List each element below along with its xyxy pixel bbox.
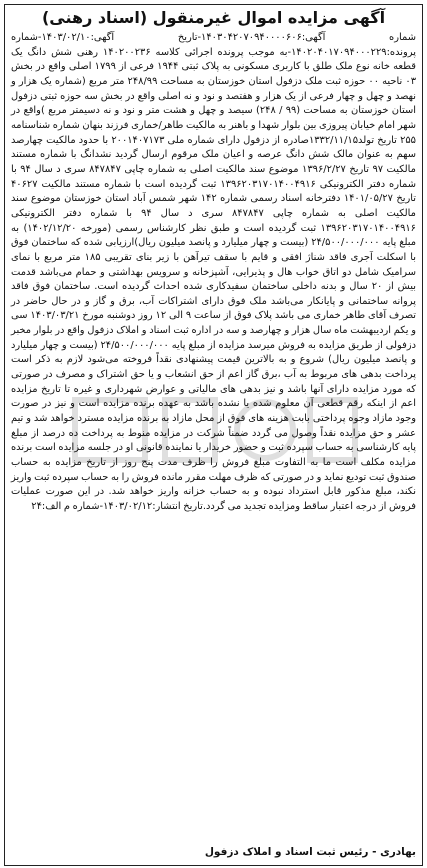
notice-body: [11, 31, 416, 515]
notice-title: آگهی مزایده اموال غیرمنقول (اسناد رهنی): [41, 8, 386, 27]
notice-body-paragraph: شماره آگهی:۱۴۰۳۰۴۲۰۷۰۹۴۰۰۰۰۶۰۶-تاریخ آگهی:۱۴۰۳/۰۲/۱۰-شماره پرونده:۱۴۰۲۰۴۰۱۷۰۹۴۰۰۰۲۲۹-به موجب پرونده اجرائی کلاسه ۱۴۰۲۰۰۲۳۶ رهنی شش دانگ یک قطعه خانه نوع ملک طلق با کاربری مسکونی به پلاک ثبتی ۱۹۴۴ فرعی از ۱۷۹۹ اصلی واقع در بخش ۰۳ ناحیه ۰۰ حوزه ثبت ملک دزفول استان خوزستان به مساحت ۲۴۸/۹۹ متر مربع (شماره یک هزار و نهصد و چهل و چهار فرعی از یک هزار و هفتصد و نود و نه اصلی واقع در بخش سه حوزه ثبتی دزفول استان خوزستان به مساحت (۹۹ / ۲۴۸) سیصد و چهل و هشت متر و نود و نه دسیمتر مربع )واقع در شهر امام خیابان پیروزی بین بلوار شهدا و باهنر به مالکیت طاهر/خمارى فرزند بنهان شماره شناسنامه ۲۵۵ تاریخ تولد۱۳۳۲/۱۱/۱۵صادره از دزفول دارای شماره ملی ۲۰۰۱۴۰۷۱۷۳ با حدود مالکیت چهارصد سهم به عنوان مالک شش دانگ عرصه و اعیان ملک مرقوم ارسال گردید نشدانگ با شماره مستند مالکیت ۹۷ تاریخ ۱۳۹۶/۲/۲۷ موضوع سند مالکیت اصلی به شماره چاپی ۸۴۷۸۴۷ سری د سال ۹۴ با شماره دفتر الکترونیکی ۱۳۹۶۲۰۳۱۷۰۱۴۰۰۴۹۱۶ ثبت گردیده است با شماره مستند مالکیت ۴۰۶۲۷ تاریخ ۱۴۰۱/۰۵/۲۷ دفترخانه اسناد رسمی شماره ۱۴۲ شهر شمس آباد استان خوزستان موضوع سند مالکیت اصلی به شماره چاپی ۸۴۷۸۴۷ سری د سال ۹۴ با شماره دفتر الکترونیکی ۱۳۹۶۲۰۳۱۷۰۱۴۰۰۴۹۱۶ ثبت گردیده است و طبق نظر کارشناس رسمی (مورخه ۱۴۰۲/۱۲/۲۰) به مبلغ پایه ۲۴/۵۰۰/۰۰۰/۰۰۰ (بیست و چهار میلیارد و پانصد میلیون ریال)ارزیابی شده که ساختمان فوق با اسکلت آجری فاقد شناژ افقی و قایم با سقف تیرآهن با زیر بنای تقریبی ۱۸۵ متر مربع با نمای سرامیک شامل دو اتاق خواب هال و پذیرایی، آشپزخانه و سرویس بهداشتی و حمام می‌باشد قدمت بیش از ۲۰ سال و بدنه داخلی ساختمان سفیدکاری شده احداث گردیده است. ساختمان فوق فاقد پروانه ساختمانی و پایانکار می‌باشد ملک فوق دارای اشتراکات آب، برق و گاز و در حال حاضر در تصرف آقای طاهر خماری می باشد پلاک فوق از ساعت ۹ الی ۱۲ روز دوشنبه مورخ ۱۴۰۳/۰۳/۲۱ سی و یکم اردیبهشت ماه سال هزار و چهارصد و سه در اداره ثبت اسناد و املاک دزفول واقع در بلوار مخبر دزفولی از طریق مزایده به فروش میرسد مزایده از مبلغ پایه ۲۴/۵۰۰/۰۰۰/۰۰۰ (بیست و چهار میلیارد و پانصد میلیون ریال) شروع و به بالاترین قیمت پیشنهادی نقداً فروخته می‌شود لازم به ذکر است پرداخت بدهی های مربوط به آب ،برق گاز اعم از حق انشعاب و یا حق اشتراک و مصرف در صورتی که مورد مزایده دارای آنها باشد و نیز بدهی های مالیاتی و عوارض شهرداری و غیره تا تاریخ مزایده اعم از اینکه رقم قطعی آن معلوم شده یا نشده باشد به عهده برنده مزایده است و نیز در صورت وجود مازاد وجوه پرداختی بابت هزینه های فوق از محل مازاد به برنده مزایده مسترد خواهد شد و تیم عشر و حق مزایده نقداً وصول می گردد ضمناً شرکت در مزایده منوط به پرداخت ده درصد از مبلغ پایه کارشناسی به حساب سپرده ثبت و حضور خریدار یا نماینده قانونی او در جلسه مزایده است برنده مزایده مکلف است ما به التفاوت مبلغ فروش را ظرف مدت پنج روز از تاریخ مزایده به حساب صندوق ثبت تودیع نماید و در صورتی که ظرف مهلت مقرر مانده فروش را به حساب سپرده ثبت واریز نکند، مبلغ مذکور قابل استرداد نبوده و به حساب خزانه واریز خواهد شد. در این صورت عملیات فروش از درجه اعتبار ساقط ومزایده تجدید می گردد.تاریخ انتشار:۱۴۰۳/۰۲/۱۲-شماره م الف:۲۴: [11, 32, 417, 512]
notice-frame: [4, 4, 423, 866]
notice-signature: بهادری - رئیس ثبت اسناد و املاک دزفول: [204, 846, 416, 858]
